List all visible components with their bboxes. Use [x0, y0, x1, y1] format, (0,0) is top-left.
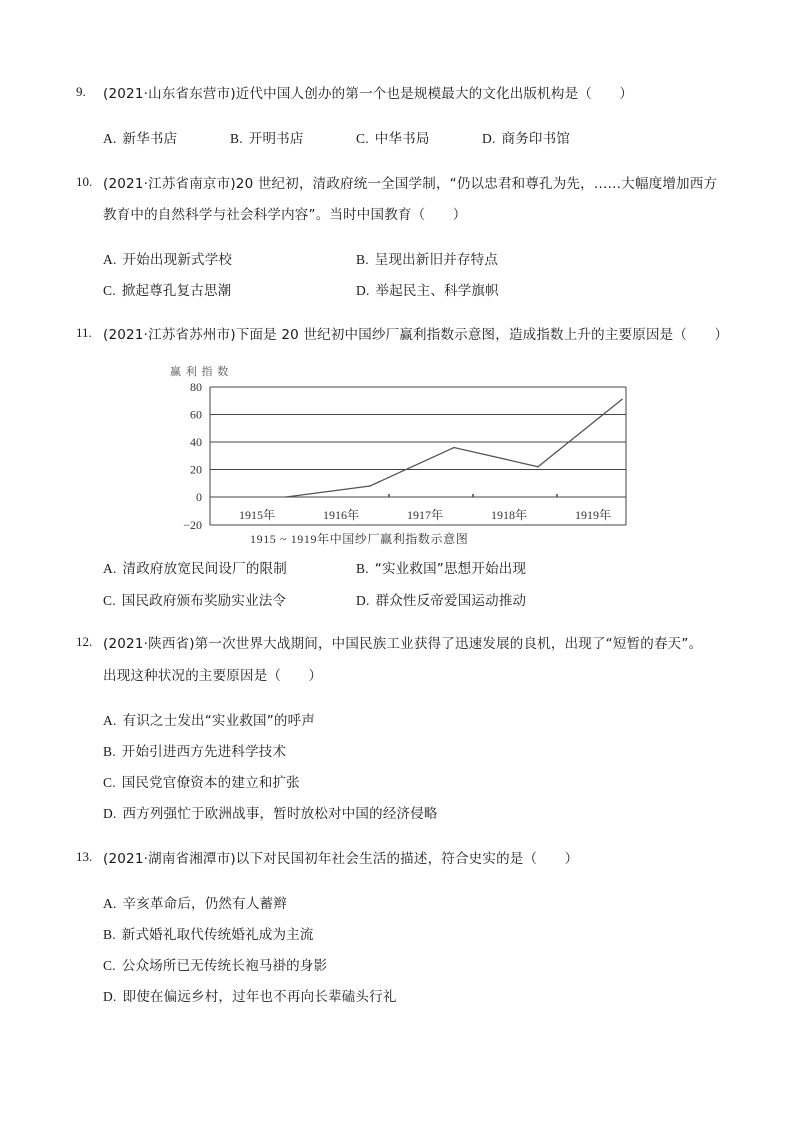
option-text: 新式婚礼取代传统婚礼成为主流: [121, 927, 314, 943]
option-label: B.: [356, 252, 369, 267]
question-12-option-d: [103, 802, 438, 822]
option-text: 开明书店: [248, 131, 304, 147]
question-13-number: 13.: [76, 849, 93, 864]
option-text: 掀起尊孔复古思潮: [121, 283, 232, 299]
series-point: [369, 485, 371, 487]
y-tick-label: 20: [190, 462, 202, 477]
question-9-option-a: [103, 127, 177, 147]
question-13-option-d: [103, 985, 397, 1005]
option-text: 呈现出新旧并存特点: [374, 252, 499, 268]
chart-x-ticks: [239, 494, 611, 522]
question-9-number: 9.: [76, 84, 86, 99]
option-text: 中华书局: [374, 131, 430, 147]
question-12-stem-line-2: 出现这种状况的主要原因是（ ）: [103, 668, 323, 684]
chart-y-axis-label: 赢 利 指 数: [170, 366, 230, 378]
option-label: C.: [103, 283, 116, 298]
series-point: [537, 466, 539, 468]
question-11-option-a: [103, 557, 287, 577]
option-label: D.: [482, 131, 496, 146]
option-text: 有识之士发出“实业救国”的呼声: [122, 713, 316, 729]
option-text: 清政府放宽民间设厂的限制: [122, 561, 287, 577]
option-text: 公众场所已无传统长袍马褂的身影: [121, 958, 328, 974]
series-point: [621, 399, 623, 401]
question-10-stem-line-1: (2021·江苏省南京市)20 世纪初，清政府统一全国学制，“仍以忠君和尊孔为先，……大幅度增加西方: [103, 176, 718, 192]
question-9-option-d: [482, 127, 570, 147]
option-label: A.: [103, 131, 117, 146]
question-9-stem: (2021·山东省东营市)近代中国人创办的第一个也是规模最大的文化出版机构是（ ）: [103, 86, 634, 102]
question-13-stem: (2021·湖南省湘潭市)以下对民国初年社会生活的描述，符合史实的是（ ）: [103, 851, 579, 867]
question-12-option-b: [103, 740, 286, 760]
option-text: 商务印书馆: [501, 131, 571, 147]
option-text: 举起民主、科学旗帜: [375, 283, 499, 299]
question-10-number: 10.: [76, 174, 93, 189]
option-label: D.: [356, 593, 370, 608]
question-12-option-c: [103, 771, 300, 791]
x-tick-label: 1918年: [490, 508, 528, 522]
option-label: C.: [103, 593, 116, 608]
option-label: D.: [103, 806, 117, 821]
option-label: D.: [356, 283, 370, 298]
option-text: 国民党官僚资本的建立和扩张: [121, 775, 300, 791]
option-label: D.: [103, 989, 117, 1004]
y-tick-label: 40: [190, 435, 202, 449]
chart-caption: 1915 ~ 1919年中国纱厂赢利指数示意图: [250, 532, 469, 546]
chart-y-ticks: [183, 380, 202, 532]
question-11-option-c: [103, 589, 286, 609]
question-11-stem: (2021·江苏省苏州市)下面是 20 世纪初中国纱厂赢利指数示意图，造成指数上升的主要原因是（ ）: [103, 327, 729, 343]
question-13-option-c: [103, 954, 327, 974]
x-tick-label: 1915年: [238, 508, 276, 522]
y-tick-label: 80: [190, 380, 202, 394]
question-10-option-a: [103, 248, 232, 268]
question-12-option-a: [103, 709, 315, 729]
question-10-stem-line-2: 教育中的自然科学与社会科学内容”。当时中国教育（ ）: [103, 207, 467, 223]
y-tick-label: −20: [183, 518, 202, 532]
question-11-number: 11.: [76, 325, 92, 340]
question-12-stem-line-1: (2021·陕西省)第一次世界大战期间，中国民族工业获得了迅速发展的良机，出现了“短暂的春天”。: [103, 636, 703, 652]
option-text: 新华书店: [122, 131, 178, 147]
question-12-number: 12.: [76, 634, 93, 649]
option-label: B.: [103, 744, 116, 759]
series-point: [453, 447, 455, 449]
profit-index-chart: [160, 360, 640, 552]
chart-series: [285, 399, 623, 498]
option-label: A.: [103, 896, 117, 911]
question-13-option-b: [103, 923, 314, 943]
question-9-option-b: [230, 127, 304, 147]
option-label: B.: [230, 131, 243, 146]
option-text: 辛亥革命后，仍然有人蓄辫: [122, 896, 287, 912]
option-label: A.: [103, 252, 117, 267]
option-label: A.: [103, 713, 117, 728]
option-label: C.: [103, 958, 116, 973]
option-label: B.: [356, 561, 369, 576]
question-10-option-c: [103, 279, 231, 299]
option-label: B.: [103, 927, 116, 942]
question-11-option-d: [356, 589, 526, 609]
chart-gridlines: [210, 387, 626, 525]
y-tick-label: 60: [190, 407, 202, 422]
x-tick-label: 1917年: [406, 508, 444, 522]
option-text: 西方列强忙于欧洲战事，暂时放松对中国的经济侵略: [122, 806, 438, 822]
option-text: “实业救国”思想开始出现: [374, 561, 527, 577]
x-tick-label: 1916年: [322, 508, 360, 522]
series-point: [285, 496, 287, 498]
option-text: 开始引进西方先进科学技术: [121, 744, 287, 760]
option-label: A.: [103, 561, 117, 576]
option-text: 群众性反帝爱国运动推动: [375, 593, 527, 609]
question-11-option-b: [356, 557, 526, 577]
option-text: 国民政府颁布奖励实业法令: [121, 593, 287, 609]
y-tick-label: 0: [196, 490, 202, 504]
question-13-option-a: [103, 892, 287, 912]
option-label: C.: [356, 131, 369, 146]
x-tick-label: 1919年: [574, 508, 612, 522]
question-9-option-c: [356, 127, 430, 147]
option-text: 开始出现新式学校: [122, 252, 233, 268]
question-10-option-b: [356, 248, 498, 268]
option-label: C.: [103, 775, 116, 790]
question-10-option-d: [356, 279, 499, 299]
option-text: 即使在偏远乡村，过年也不再向长辈磕头行礼: [122, 989, 397, 1005]
